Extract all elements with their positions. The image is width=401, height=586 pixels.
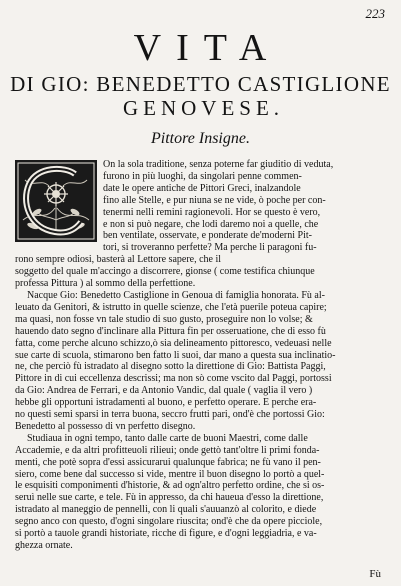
text-line: Pittore in di cui eccellenza descrissi; ma non sò come vscito dal Paggi, portossi (15, 373, 332, 385)
subtitle: Pittore Insigne. (151, 130, 250, 147)
text-line: Nacque Gio: Benedetto Castiglione in Genoua di famiglia honorata. Fù al- (27, 289, 325, 301)
text-line: istradato al maneggio de pennelli, con li quali s'auuanzò al colorito, e diede (15, 504, 317, 516)
text-line: rono sempre odiosi, basterà al Lettore sapere, che il (15, 254, 222, 266)
text-line: menti, che potè sopra d'essi assicurarui qualunque fabrica; ne fù vano il pen- (15, 456, 321, 468)
paragraph-1 (15, 159, 385, 290)
title-origin: GENOVESE. (122, 96, 285, 120)
text-line: le esquisiti componimenti d'historie, & ad ogn'altro perfetto ordine, che si os- (15, 480, 325, 492)
text-line: Studiaua in ogni tempo, tanto dalle carte de buoni Maestri, come dalle (27, 432, 308, 444)
ornamental-initial-image (15, 160, 97, 242)
text-line: hauendo dato segno d'inclinare alla Pittura fin per osseruatione, che di esso fù (15, 325, 326, 337)
text-line: sue carte di scuola, stimarono ben fatto li suoi, dar mano a questa sua inclinatio- (15, 349, 336, 361)
text-line: no questi semi sparsi in terra buona, seccro frutti pari, ond'è che portossi Gio: (15, 409, 325, 421)
decorated-initial (15, 160, 97, 242)
text-line: On la sola traditione, senza poterne far giuditio di veduta, (103, 159, 334, 170)
text-line: siero, come bene dal successo si vide, mentre il buon disegno lo portò a quel- (15, 468, 325, 480)
title-vita: VITA (133, 27, 282, 69)
title-block (0, 28, 401, 120)
text-line: fatta, come perche alcuno schizzo,ò sia delineamento pittoresco, vedeuasi nelle (15, 337, 332, 349)
text-line: da Gio: Andrea de Ferrari, e da Antonio Vandic, dal quale ( vaglia il vero ) (15, 385, 313, 397)
text-line: date le opere antiche de Pittori Greci, inalzandole (103, 182, 301, 194)
text-line: Accademie, e da altri profitteuoli rilieui; onde gettò tant'oltre li primi fonda- (15, 444, 320, 456)
text-line: si portò a tauole grandi historiate, ricche di figure, e d'ogni leggiadria, e va- (15, 528, 317, 540)
text-line: tenermi nelli remini ragionevoli. Hor se questo è vero, (103, 206, 321, 218)
text-line: leuato da Genitori, & istrutto in quelle scienze, che l'età puerile poteua capire; (15, 301, 327, 313)
text-line: hebbe gli opportuni istradamenti al buono, e perfetto operare. E perche era- (15, 397, 317, 409)
paragraph-3 (15, 433, 385, 552)
paragraph-2 (15, 290, 385, 433)
text-line: ghezza ornate. (15, 540, 73, 551)
text-line: seruì nelle sue carte, e tele. Fù in appresso, da chi haueua d'esso la direttione, (15, 492, 324, 504)
catchword: Fù (369, 568, 381, 580)
text-line: soggetto del quale m'accingo a discorrere, gionse ( come testifica chiunque (15, 266, 315, 278)
text-line: ma quasi, non fosse vn tale studio di suo gusto, proseguire non lo volse; & (15, 313, 313, 325)
text-line: Benedetto al possesso di vn perfetto disegno. (15, 420, 196, 432)
text-line: ne, che perciò fù istradato al disegno sotto la direttione di Gio: Battista Paggi, (15, 361, 326, 373)
text-line: fino alle Stelle, e pur niuna se ne vide, ò poche per con- (103, 194, 326, 206)
title-name: DI GIO: BENEDETTO CASTIGLIONE (10, 72, 391, 96)
body-text (15, 159, 385, 552)
text-line: professa Pittura ) al sommo della perfettione. (15, 278, 196, 290)
page-number: 223 (365, 6, 385, 21)
text-line: furono in più luoghi, da singolari penne commen- (103, 170, 302, 182)
text-line: ben ventilate, osservate, e ponderate de'moderni Pit- (103, 230, 312, 242)
text-line: segno anco con questo, d'ogni singolare riuscita; ond'è che da opere picciole, (15, 516, 323, 528)
text-line: e non si può negare, che lodi daremo noi a quelle, che (103, 218, 319, 230)
text-line: tori, si troveranno perfette? Ma perche li paragoni fu- (103, 242, 317, 254)
